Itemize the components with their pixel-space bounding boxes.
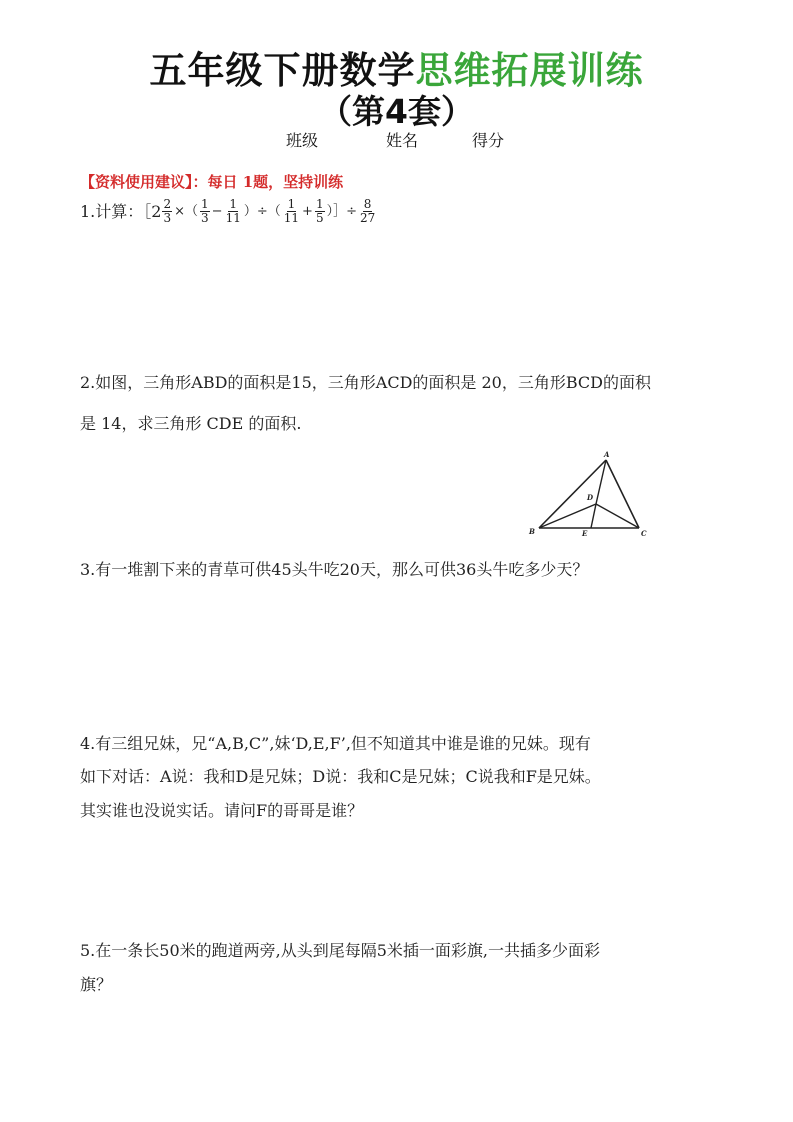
edge-ac	[606, 460, 639, 528]
q1-fraction-5: $\frac{1}{5}$	[315, 197, 324, 225]
question-1	[80, 198, 377, 225]
q1-whole: 2	[151, 201, 162, 221]
label-d: D	[587, 493, 594, 502]
label-b: B	[529, 527, 535, 536]
q1-prefix: 1.计算：［	[80, 201, 152, 221]
label-c: C	[641, 529, 647, 538]
title-black: 五年级下册数学	[149, 49, 416, 92]
segment-bd	[539, 504, 596, 528]
usage-advice: 【资料使用建议】：每日 1题，坚持训练	[80, 173, 344, 191]
question-5-line-2: 旗？	[80, 975, 113, 994]
q1-fraction-1: $\frac{2}{3}$	[163, 197, 172, 225]
name-label: 姓名	[386, 131, 419, 150]
q1-op-div-1: ）÷（	[243, 203, 281, 219]
q1-fraction-6: $\frac{8}{27}$	[359, 197, 376, 225]
q1-fraction-3: $\frac{1}{11}$	[225, 197, 241, 225]
q1-op-plus: +	[302, 203, 313, 219]
edge-ab	[539, 460, 606, 528]
question-2-line-2: 是 14，求三角形 CDE 的面积.	[80, 414, 302, 433]
q1-fraction-4: $\frac{1}{11}$	[283, 197, 300, 225]
q1-op-times: ×（	[174, 203, 199, 219]
label-e: E	[582, 529, 588, 538]
score-label: 得分	[472, 131, 505, 150]
set-label: （第4套）	[319, 92, 474, 131]
title-green: 思维拓展训练	[415, 49, 644, 92]
segment-ad	[596, 460, 606, 504]
question-2-line-1: 2.如图，三角形ABD的面积是15，三角形ACD的面积是 20，三角形BCD的面积	[80, 373, 651, 392]
q1-op-div-2: ）］÷	[326, 203, 357, 219]
question-3: 3.有一堆割下来的青草可供45头牛吃20天，那么可供36头牛吃多少天？	[80, 560, 589, 579]
triangle-figure	[524, 450, 654, 542]
q1-op-minus: −	[211, 203, 223, 219]
question-5-line-1: 5.在一条长50米的跑道两旁,从头到尾每隔5米插一面彩旗,一共插多少面彩	[80, 941, 600, 960]
segment-de	[591, 504, 596, 528]
class-label: 班级	[286, 131, 319, 150]
question-4-line-3: 其实谁也没说实话。请问F的哥哥是谁？	[80, 801, 364, 820]
question-4-line-1: 4.有三组兄妹，兄“A,B,C”,妹‘D,E,F’,但不知道其中谁是谁的兄妹。现有	[80, 734, 591, 753]
question-4-line-2: 如下对话：A说：我和D是兄妹；D说：我和C是兄妹；C说我和F是兄妹。	[80, 767, 601, 786]
q1-fraction-2: $\frac{1}{3}$	[201, 197, 209, 225]
label-a: A	[604, 450, 610, 459]
